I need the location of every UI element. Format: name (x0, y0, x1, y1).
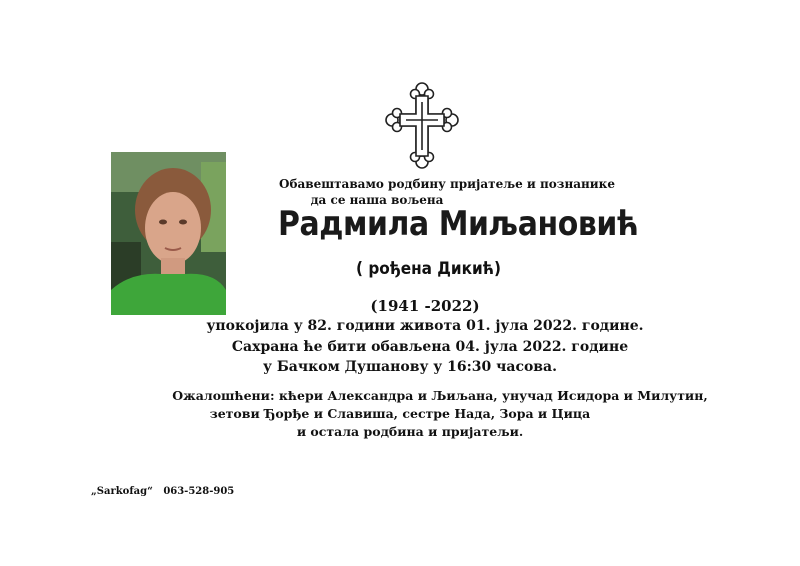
intro-line-1: Обавештавамо родбину пријатеље и познанике (279, 177, 615, 191)
orthodox-cross-icon (384, 80, 460, 170)
funeral-company-phone: 063-528-905 (163, 486, 235, 497)
footer (91, 486, 234, 497)
life-years: (1941 -2022) (370, 297, 480, 315)
maiden-name: ( рођена Дикић) (356, 259, 501, 279)
mourners-line-3: и остала родбина и пријатељи. (296, 424, 524, 439)
portrait-photo (111, 152, 226, 315)
portrait-illustration (111, 152, 226, 315)
funeral-date-line: Сахрана ће бити обављена 04. јула 2022. године (231, 339, 629, 355)
funeral-company: „Sarkofag“ (91, 486, 153, 497)
death-details-line: упокојила у 82. години живота 01. јула 2022. године. (206, 318, 644, 334)
funeral-place-line: у Бачком Душанову у 16:30 часова. (263, 359, 557, 375)
intro-line-2: да се наша вољена (310, 193, 444, 207)
deceased-name: Радмила Миљановић (278, 204, 639, 244)
mourners-line-2: зетови Ђорђе и Славиша, сестре Нада, Зора и Цица (209, 406, 591, 421)
mourners-line-1: Ожалошћени: кћери Александра и Љиљана, унучад Исидора и Милутин, (172, 388, 708, 403)
